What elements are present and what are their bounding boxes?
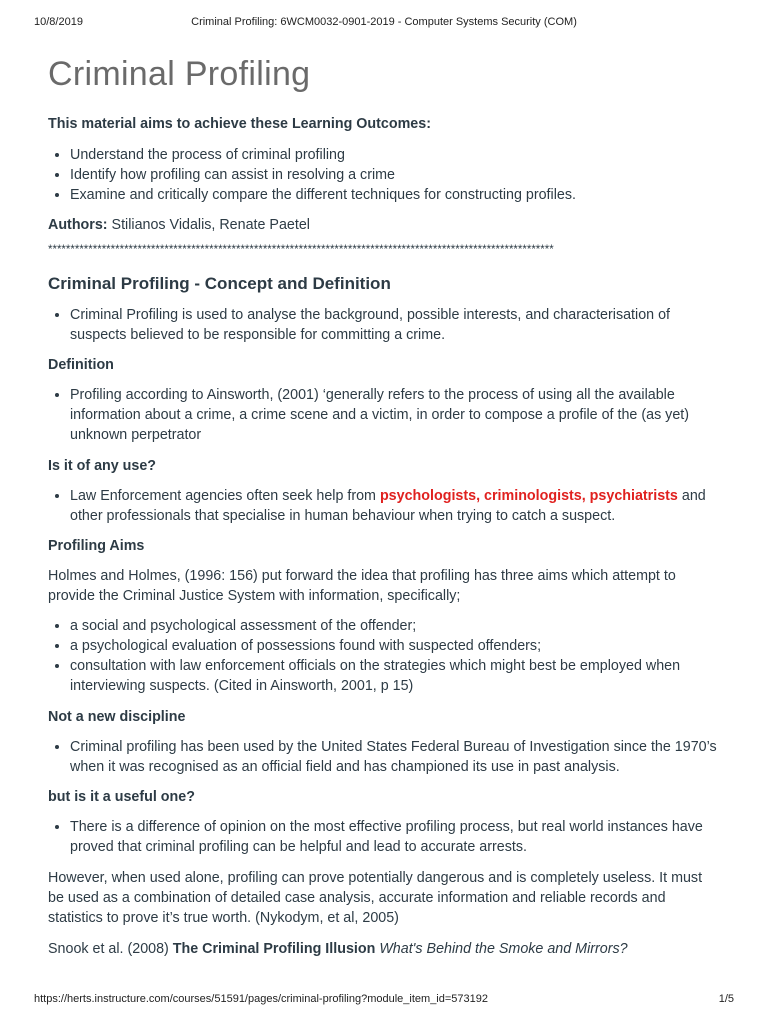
page-content <box>48 50 720 959</box>
aims-list <box>48 616 720 696</box>
divider: ***************************************************************************************************************** <box>48 244 554 256</box>
reference-prefix: Snook et al. (2008) <box>48 941 173 957</box>
not-new-list <box>48 737 720 777</box>
professions-highlight: psychologists, criminologists, psychiatrists <box>379 488 678 504</box>
reference-title: The Criminal Profiling Illusion <box>172 941 376 957</box>
aims-intro: Holmes and Holmes, (1996: 156) put forward the idea that profiling has three aims which attempt to provide the Criminal Justice System with information, specifically; <box>48 568 676 604</box>
authors-names: Stilianos Vidalis, Renate Paetel <box>107 217 310 233</box>
reference-line <box>48 939 720 959</box>
aims-heading: Profiling Aims <box>48 538 145 554</box>
reference-subtitle: What's Behind the Smoke and Mirrors? <box>375 941 628 957</box>
page-title: Criminal Profiling <box>48 55 311 93</box>
list-item: • Criminal Profiling is used to analyse the background, possible interests, and characterisation of suspects believed to be responsible for committing a crime. <box>70 305 720 345</box>
use-list <box>48 486 720 526</box>
not-new-heading: Not a new discipline <box>48 709 186 725</box>
list-item: • Profiling according to Ainsworth, (2001) ‘generally refers to the process of using all the available information about a crime, a crime scene and a victim, in order to compose a profile of the (as yet) unknown perpetrator <box>70 385 720 445</box>
list-item: • Criminal profiling has been used by the United States Federal Bureau of Investigation since the 1970’s when it was recognised as an official field and has championed its use in past analysis. <box>70 737 720 777</box>
use-text-before: Law Enforcement agencies often seek help from <box>70 488 380 504</box>
print-footer <box>34 993 734 1007</box>
use-heading: Is it of any use? <box>48 458 157 474</box>
page-number: 1/5 <box>718 993 734 1005</box>
definition-list <box>48 385 720 445</box>
authors-line <box>48 215 720 235</box>
useful-heading: but is it a useful one? <box>48 789 195 805</box>
definition-heading: Definition <box>48 357 114 373</box>
learning-outcomes-list <box>48 145 720 205</box>
authors-label: Authors: <box>48 217 108 233</box>
useful-list <box>48 817 720 857</box>
print-header <box>34 16 734 30</box>
list-item: • Understand the process of criminal profiling <box>70 145 720 165</box>
list-item: • a psychological evaluation of possessions found with suspected offenders; <box>70 636 720 656</box>
list-item: • Identify how profiling can assist in resolving a crime <box>70 165 720 185</box>
useful-paragraph: However, when used alone, profiling can prove potentially dangerous and is completely useless. It must be used as a combination of detailed case analysis, accurate information and reliable records and statistics to prove it’s true worth. (Nykodym, et al, 2005) <box>48 870 703 926</box>
concept-list <box>48 305 720 345</box>
print-date: 10/8/2019 <box>34 16 83 28</box>
list-item: • consultation with law enforcement officials on the strategies which might best be employed when interviewing suspects. (Cited in Ainsworth, 2001, p 15) <box>70 656 720 696</box>
use-text-after: and other professionals that specialise in human behaviour when trying to catch a suspect. <box>70 488 706 524</box>
list-item: • There is a difference of opinion on the most effective profiling process, but real world instances have proved that criminal profiling can be helpful and lead to accurate arrests. <box>70 817 720 857</box>
list-item <box>70 486 720 526</box>
print-url: https://herts.instructure.com/courses/51591/pages/criminal-profiling?module_item_id=573192 <box>34 993 488 1005</box>
list-item: • a social and psychological assessment of the offender; <box>70 616 720 636</box>
learning-outcomes-intro: This material aims to achieve these Learning Outcomes: <box>48 116 431 132</box>
print-title: Criminal Profiling: 6WCM0032-0901-2019 - Computer Systems Security (COM) <box>191 16 577 28</box>
list-item: • Examine and critically compare the different techniques for constructing profiles. <box>70 185 720 205</box>
concept-heading: Criminal Profiling - Concept and Definition <box>48 274 391 293</box>
